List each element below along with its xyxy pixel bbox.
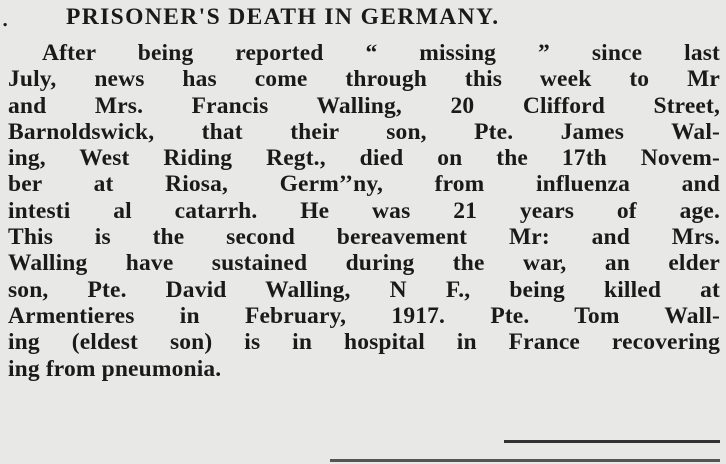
article-line: son, Pte. David Walling, N F., being killed at (8, 276, 720, 303)
article-line: Barnoldswick, that their son, Pte. James Wal- (8, 118, 720, 145)
article-line: ing (eldest son) is in hospital in France recovering (8, 329, 720, 356)
article-line: ber at Riosa, Germ’’ny, from influenza and (8, 171, 720, 198)
end-rule (504, 440, 720, 443)
article-line: ing from pneumonia. (8, 355, 222, 382)
article-line: After being reported “ missing ” since last (42, 40, 720, 66)
article-headline: PRISONER'S DEATH IN GERMANY. (66, 4, 500, 30)
article-body (8, 40, 720, 382)
article-line: Walling have sustained during the war, an elder (8, 250, 720, 277)
article-line: and Mrs. Francis Walling, 20 Clifford Street, (8, 92, 720, 119)
article-line: Armentieres in February, 1917. Pte. Tom Wall- (8, 302, 720, 329)
article-line: ing, West Riding Regt., died on the 17th Novem- (8, 145, 720, 172)
column-divider (330, 459, 720, 462)
margin-mark: . (2, 10, 9, 31)
article-line: intesti al catarrh. He was 21 years of age. (8, 197, 720, 224)
article-line: July, news has come through this week to Mr (8, 66, 720, 93)
article-line: This is the second bereavement Mr: and Mrs. (8, 224, 720, 251)
